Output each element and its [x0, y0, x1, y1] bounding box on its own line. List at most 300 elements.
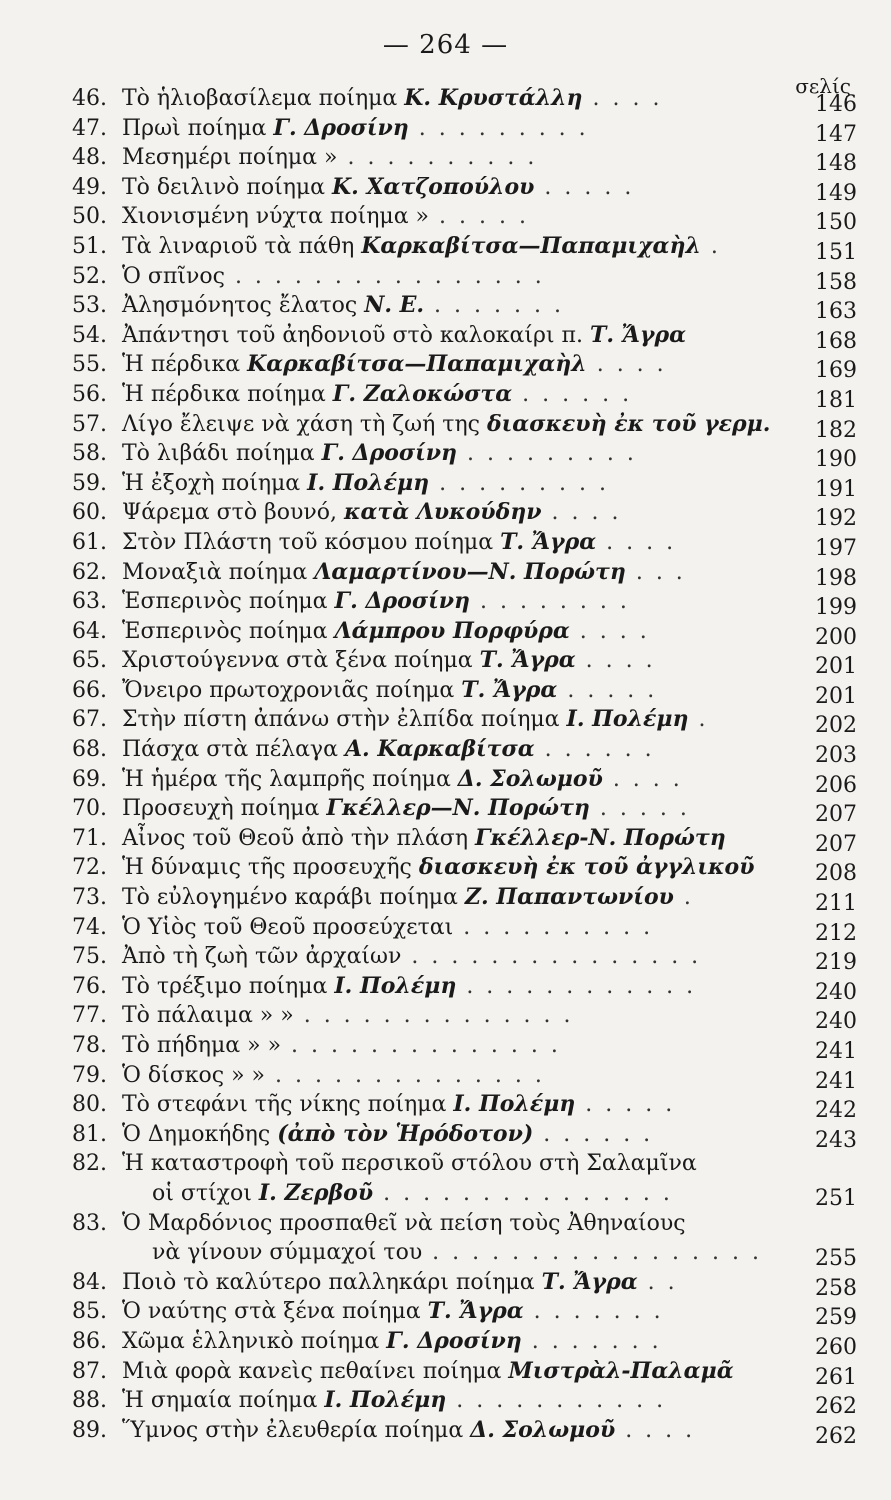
entry-title-text: Ἀλησμόνητος ἔλατος	[122, 293, 365, 319]
entry-author: Δ. Σολωμοῦ	[470, 1416, 616, 1443]
entry-number: 62.	[72, 559, 107, 585]
entry-title-text: νὰ γίνουν σύμμαχοί του	[152, 1240, 423, 1266]
entry-page: 212	[815, 920, 857, 946]
entry-page: 181	[815, 387, 857, 413]
entry-title-text: Πάσχα στὰ πέλαγα	[122, 737, 345, 763]
entry-page: 260	[815, 1334, 857, 1360]
entry-author: κατὰ Λυκούδην	[344, 499, 542, 526]
toc-entry	[72, 1090, 857, 1124]
entry-title	[122, 1209, 686, 1239]
entry-number: 77.	[72, 1003, 107, 1029]
entry-title-text: Λίγο ἔλειψε νὰ χάση τὴ ζωή της	[122, 411, 487, 437]
entry-number: 59.	[72, 470, 107, 496]
entry-author: Μιστρὰλ-Παλαμᾶ	[508, 1357, 734, 1384]
entry-title	[122, 1061, 545, 1091]
entry-page: 241	[815, 1068, 857, 1094]
entry-title-text: Τὸ λιβάδι ποίημα	[122, 441, 322, 467]
toc-entry	[72, 735, 857, 769]
entry-number: 60.	[72, 500, 107, 526]
entry-title	[122, 1386, 666, 1416]
toc-entry	[72, 232, 857, 265]
entry-title	[122, 765, 683, 795]
entry-title	[122, 469, 609, 499]
entry-author: Γ. Δροσίνη	[386, 1327, 522, 1354]
toc-entry	[72, 321, 857, 354]
entry-title	[122, 410, 770, 440]
toc-entry	[72, 676, 857, 709]
toc-entry	[72, 913, 857, 946]
toc-entry	[72, 173, 857, 206]
entry-title	[122, 972, 696, 1002]
entry-page: 207	[815, 831, 857, 857]
entry-title	[122, 321, 686, 351]
entry-number: 87.	[72, 1358, 107, 1384]
entry-author: Κ. Κρυστάλλη	[404, 85, 583, 111]
leader-dots: . . . .	[575, 648, 656, 674]
leader-dots: . . . . . . .	[424, 293, 564, 319]
entry-author: Ζ. Παπαντωνίου	[464, 884, 674, 911]
leader-dots: . . . . . . .	[523, 1299, 664, 1325]
entry-title-text: Ἡ καταστροφὴ τοῦ περσικοῦ στόλου στὴ Σαλαμῖνα	[122, 1151, 697, 1177]
entry-author: Ι. Πολέμη	[453, 1091, 576, 1118]
entry-number: 49.	[72, 174, 107, 200]
entry-title	[122, 705, 709, 735]
entry-number: 66.	[72, 677, 107, 703]
entry-page: 158	[815, 269, 857, 295]
entry-page: 206	[815, 772, 857, 798]
entry-page: 262	[815, 1394, 857, 1420]
entry-page: 150	[815, 210, 857, 236]
entry-page: 219	[815, 950, 857, 976]
entry-title-text: Προσευχὴ ποίημα	[122, 796, 327, 822]
leader-dots: .	[688, 707, 709, 733]
entry-title-text: Ποιὸ τὸ καλύτερο παλληκάρι ποίημα	[122, 1269, 542, 1295]
entry-title	[122, 617, 650, 647]
entry-title	[122, 1357, 734, 1387]
entry-title-text: Τὸ πάλαιμα » »	[122, 1003, 294, 1029]
entry-page: 198	[815, 565, 857, 591]
toc-entry	[72, 587, 857, 621]
entry-title	[122, 587, 630, 617]
entry-author: Τ. Ἄγρα	[461, 676, 558, 703]
entry-title-text: Τὸ ἡλιοβασίλεμα ποίημα	[122, 86, 405, 111]
entry-title-text: οἱ στίχοι	[152, 1180, 259, 1206]
entry-title-text: Ἑσπερινὸς ποίημα	[122, 618, 335, 644]
toc-entry	[72, 202, 857, 236]
entry-number: 76.	[72, 973, 107, 999]
leader-dots: . . . . . . . . . . . .	[456, 973, 697, 999]
toc-entry	[72, 84, 857, 117]
toc-entry	[72, 380, 857, 413]
leader-dots: . .	[637, 1269, 678, 1295]
entry-page: 240	[815, 1009, 857, 1035]
entry-title-text: Αἶνος τοῦ Θεοῦ ἀπὸ τὴν πλάση	[122, 825, 475, 851]
entry-title-text: Ὁ σπῖνος	[122, 263, 225, 289]
toc-entry	[72, 1386, 857, 1420]
entry-number: 81.	[72, 1121, 107, 1147]
entry-page: 146	[815, 92, 857, 117]
entry-number: 75.	[72, 944, 107, 970]
entry-author: Ι. Ζερβοῦ	[258, 1179, 374, 1206]
entry-number: 56.	[72, 381, 107, 407]
entry-author: Ι. Πολέμη	[566, 706, 689, 733]
toc-entry	[72, 765, 857, 798]
leader-dots: . . .	[625, 559, 686, 585]
toc-entry	[72, 528, 857, 561]
entry-title	[122, 173, 634, 203]
entry-title	[122, 913, 653, 943]
entry-page: 182	[815, 417, 857, 443]
toc-entry	[72, 1061, 857, 1094]
entry-number: 50.	[72, 204, 107, 230]
leader-dots: . . . . . . . . . . . . . . .	[401, 944, 702, 970]
leader-dots: .	[673, 885, 694, 911]
entry-title-text: Τὸ τρέξιμο ποίημα	[122, 973, 335, 999]
leader-dots: . . . . . . . . . .	[453, 914, 654, 940]
entry-title-text: Μεσημέρι ποίημα »	[122, 145, 338, 171]
toc-entry	[72, 972, 857, 1005]
entry-number: 63.	[72, 589, 107, 615]
entry-page: 259	[815, 1305, 857, 1331]
toc-entry	[72, 291, 857, 325]
entry-title	[122, 942, 701, 972]
leader-dots: . . . . .	[534, 174, 635, 200]
entry-title-text: Ἑσπερινὸς ποίημα	[122, 589, 335, 615]
leader-dots: . . . . . . . . . . .	[446, 1388, 667, 1414]
leader-dots: . . . .	[569, 618, 650, 644]
entry-number: 47.	[72, 115, 107, 141]
entry-page: 240	[815, 979, 857, 1005]
entry-title-text: Στὴν πίστη ἀπάνω στὴν ἐλπίδα ποίημα	[122, 707, 567, 733]
entry-author: Ν. Ε.	[364, 292, 425, 319]
toc-entry	[72, 469, 857, 502]
entry-title-text: Ἡ πέρδικα	[122, 352, 248, 378]
toc-entry	[72, 1268, 857, 1301]
entry-title-text: Ἀπάντησι τοῦ ἀηδονιοῦ στὸ καλοκαίρι π.	[122, 322, 590, 348]
toc-entry	[72, 824, 857, 857]
entry-title-text: Ὁ Μαρδόνιος προσπαθεῖ νὰ πείση τοὺς Ἀθηναίους	[122, 1210, 686, 1236]
entry-title-text: Τὰ λιναριοῦ τὰ πάθη	[122, 233, 362, 259]
toc-entry	[72, 1209, 857, 1271]
entry-number: 65.	[72, 648, 107, 674]
entry-title-text: Πρωὶ ποίημα	[122, 115, 274, 141]
entry-title	[122, 202, 529, 232]
toc-entry	[72, 1357, 857, 1390]
entry-page: 201	[815, 683, 857, 709]
leader-dots: . . . .	[602, 766, 683, 792]
entry-page: 261	[815, 1364, 857, 1390]
leader-dots: . . . . . . . . . . . . . . .	[373, 1180, 673, 1206]
entry-title-text: Ἡ δύναμις τῆς προσευχῆς	[122, 855, 419, 881]
entry-title	[122, 794, 690, 824]
entry-title-text: Τὸ στεφάνι τῆς νίκης ποίημα	[122, 1092, 454, 1118]
entry-author: Τ. Ἄγρα	[541, 1268, 638, 1295]
toc-entry	[72, 262, 857, 295]
entry-author: Ι. Πολέμη	[334, 972, 457, 999]
entry-title-text: Ἡ σημαία ποίημα	[122, 1388, 325, 1414]
entry-author: Καρκαβίτσα—Παπαμιχαὴλ	[247, 351, 587, 378]
entry-number: 84.	[72, 1269, 107, 1295]
entry-page: 147	[815, 121, 857, 147]
entry-title	[122, 1327, 662, 1357]
entry-title	[122, 528, 676, 558]
leader-dots: . . . . .	[589, 796, 690, 822]
entry-number: 86.	[72, 1328, 107, 1354]
entry-title-text: Τὸ πήδημα » »	[122, 1033, 282, 1058]
entry-author: Τ. Ἄγρα	[500, 528, 597, 555]
entry-page: 262	[815, 1423, 857, 1449]
toc-entry	[72, 1031, 857, 1064]
toc-entry	[72, 942, 857, 976]
entry-page: 251	[815, 1186, 857, 1212]
entry-author: Τ. Ἄγρα	[589, 321, 687, 348]
entry-page: 207	[815, 802, 857, 828]
entry-number: 48.	[72, 145, 107, 171]
toc-entry	[72, 1120, 857, 1153]
entry-title	[122, 853, 754, 883]
toc-entry	[72, 410, 857, 443]
entry-title	[122, 1297, 664, 1327]
entry-title	[122, 350, 667, 380]
entry-title	[122, 1090, 675, 1120]
entry-author: Γκέλλερ-Ν. Πορώτη	[475, 824, 726, 851]
toc-entry	[72, 1297, 857, 1331]
page-number: — 264 —	[382, 30, 509, 60]
entry-title-text: Ὕμνος στὴν ἐλευθερία ποίημα	[122, 1417, 471, 1443]
leader-dots: . . . . .	[429, 204, 529, 230]
entry-page: 208	[815, 861, 857, 887]
leader-dots: . . . . .	[557, 677, 658, 703]
leader-dots: . . . . . . . . . . . . . .	[265, 1062, 545, 1088]
entry-page: 149	[815, 180, 857, 206]
entry-title	[122, 498, 621, 528]
entry-author: Ι. Πολέμη	[307, 469, 430, 496]
entry-title-text: Ὁ δίσκος » »	[122, 1062, 266, 1088]
toc-entry	[72, 1001, 857, 1035]
entry-page: 242	[815, 1098, 857, 1124]
leader-dots: . . . . . . . . .	[408, 115, 589, 141]
entry-title	[122, 380, 632, 410]
entry-number: 71.	[72, 825, 107, 851]
entry-page: 169	[815, 358, 857, 384]
entry-number: 85.	[72, 1299, 107, 1325]
entry-page: 241	[815, 1039, 857, 1064]
entry-author: Καρκαβίτσα—Παπαμιχαὴλ	[361, 232, 701, 259]
entry-page: 151	[815, 239, 857, 265]
entry-title	[122, 439, 637, 469]
leader-dots: . . . . . .	[534, 737, 655, 763]
leader-dots: . . . . . . . . . . . . . .	[293, 1003, 574, 1029]
toc-entry	[72, 114, 857, 147]
entry-number: 82.	[72, 1151, 107, 1177]
entry-title-text: Ὁ Υἱὸς τοῦ Θεοῦ προσεύχεται	[122, 914, 454, 940]
entry-page: 191	[815, 476, 857, 502]
entry-number: 72.	[72, 855, 107, 881]
entry-author: Α. Καρκαβίτσα	[344, 736, 535, 763]
toc-entry	[72, 617, 857, 650]
entry-title	[122, 232, 721, 262]
entry-number: 78.	[72, 1033, 107, 1058]
entry-title	[122, 114, 589, 144]
leader-dots: .	[700, 233, 721, 259]
entry-title	[152, 1179, 673, 1209]
leader-dots: . . . .	[615, 1417, 696, 1443]
entry-author: Γ. Δροσίνη	[321, 440, 458, 467]
leader-dots: . . . .	[586, 352, 667, 378]
entry-title	[122, 676, 657, 706]
entry-title-text: Χιονισμένη νύχτα ποίημα »	[122, 204, 430, 230]
entry-number: 79.	[72, 1062, 107, 1088]
entry-page: 255	[815, 1245, 857, 1271]
entry-author: Λαμαρτίνου—Ν. Πορώτη	[314, 558, 626, 585]
toc-entry	[72, 705, 857, 739]
entry-number: 64.	[72, 618, 107, 644]
entry-author: Κ. Χατζοπούλου	[332, 173, 535, 200]
entry-page: 202	[815, 713, 857, 739]
entry-number: 69.	[72, 766, 107, 792]
entry-page: 199	[815, 595, 857, 621]
entry-title	[122, 143, 537, 173]
entry-page: 243	[815, 1127, 857, 1153]
entry-title-text: Τὸ δειλινὸ ποίημα	[122, 174, 333, 200]
entry-page: 163	[815, 299, 857, 325]
entry-page: 211	[815, 891, 857, 917]
entry-number: 68.	[72, 737, 107, 763]
entry-page: 200	[815, 624, 857, 650]
toc-entry	[72, 558, 857, 591]
entry-page: 168	[815, 328, 857, 354]
entry-number: 67.	[72, 707, 107, 733]
entry-author: Ι. Πολέμη	[324, 1387, 447, 1414]
entry-title	[122, 1268, 678, 1298]
leader-dots: . . . . . . . . . . . . . .	[281, 1033, 561, 1058]
entry-title-text: Μοναξιὰ ποίημα	[122, 559, 315, 585]
entry-title-text: Ἡ πέρδικα ποίημα	[122, 381, 333, 407]
toc-entry	[72, 439, 857, 473]
leader-dots: . . . . . . . . . .	[337, 145, 538, 171]
leader-dots: . . . . . . . . . . . . . . . . .	[422, 1240, 762, 1266]
entry-title	[122, 262, 545, 292]
entry-page: 197	[815, 535, 857, 561]
entry-number: 74.	[72, 914, 107, 940]
entry-author: διασκευὴ ἐκ τοῦ ἀγγλικοῦ	[418, 854, 755, 881]
entry-title	[122, 883, 694, 913]
entry-title-text: Τὸ εὐλογημένο καράβι ποίημα	[122, 885, 465, 911]
entry-number: 80.	[72, 1092, 107, 1118]
entry-author: Τ. Ἄγρα	[427, 1298, 524, 1325]
entry-number: 51.	[72, 233, 107, 259]
toc-entry	[72, 1416, 857, 1449]
entry-number: 57.	[72, 411, 107, 437]
entry-number: 88.	[72, 1388, 107, 1414]
entry-title-text: Ὁ ναύτης στὰ ξένα ποίημα	[122, 1299, 428, 1325]
entry-page: 203	[815, 743, 857, 769]
entry-title	[152, 1238, 762, 1268]
entry-author: διασκευὴ ἐκ τοῦ γερμ.	[486, 410, 771, 437]
entry-number: 73.	[72, 885, 107, 911]
entry-page: 201	[815, 654, 857, 680]
entry-title-text: Ὁ Δημοκήδης	[122, 1121, 278, 1147]
toc-entry	[72, 350, 857, 384]
entry-title-text: Μιὰ φορὰ κανεὶς πεθαίνει ποίημα	[122, 1358, 509, 1384]
entry-number: 89.	[72, 1417, 107, 1443]
leader-dots: . . . .	[596, 529, 677, 555]
entry-author: Γ. Ζαλοκώστα	[332, 380, 513, 407]
entry-title-text: Ἡ ἡμέρα τῆς λαμπρῆς ποίημα	[122, 766, 458, 792]
entry-title	[122, 1149, 697, 1179]
entry-author: (ἀπὸ τὸν Ἡρόδοτον)	[277, 1120, 534, 1147]
entry-author: Δ. Σολωμοῦ	[457, 765, 603, 792]
entry-author: Γ. Δροσίνη	[334, 588, 470, 615]
entry-title	[122, 558, 686, 588]
toc-entry	[72, 143, 857, 177]
entry-number: 46.	[72, 86, 107, 111]
entry-number: 54.	[72, 322, 107, 348]
leader-dots: . . . . . . . .	[469, 589, 630, 615]
leader-dots: . . . . .	[575, 1092, 676, 1118]
entry-title-text: Στὸν Πλάστη τοῦ κόσμου ποίημα	[122, 529, 501, 555]
entry-page: 148	[815, 151, 857, 177]
entry-title	[122, 1120, 653, 1150]
entry-title	[122, 1416, 695, 1446]
entry-title-text: Ὄνειρο πρωτοχρονιᾶς ποίημα	[122, 677, 462, 703]
entry-title	[122, 646, 656, 676]
toc-entry	[72, 1327, 857, 1360]
entry-number: 53.	[72, 293, 107, 319]
entry-page: 190	[815, 447, 857, 473]
entry-number: 55.	[72, 352, 107, 378]
entry-title-text: Ψάρεμα στὸ βουνό,	[122, 500, 344, 526]
leader-dots: . . . .	[582, 86, 663, 111]
entry-number: 52.	[72, 263, 107, 289]
toc-entry	[72, 498, 857, 532]
entry-number: 58.	[72, 441, 107, 467]
toc-entry	[72, 853, 857, 887]
entry-author: Γκέλλερ—Ν. Πορώτη	[326, 795, 590, 822]
toc-entry	[72, 1149, 857, 1212]
entry-author: Γ. Δροσίνη	[273, 114, 409, 141]
leader-dots: . . . . . . .	[521, 1328, 662, 1354]
leader-dots: . . . .	[541, 500, 622, 526]
leader-dots: . . . . . . . . .	[457, 441, 637, 467]
leader-dots: . . . . . . . . . . . . . . . .	[224, 263, 545, 289]
entry-title-text: Χριστούγεννα στὰ ξένα ποίημα	[122, 648, 480, 674]
leader-dots: . . . . . . . . .	[429, 470, 610, 496]
entry-number: 70.	[72, 796, 107, 822]
entry-number: 83.	[72, 1210, 107, 1236]
entry-number: 61.	[72, 529, 107, 555]
entry-title	[122, 1001, 574, 1031]
entry-title-text: Ἡ ἐξοχὴ ποίημα	[122, 470, 308, 496]
entry-title	[122, 735, 655, 765]
leader-dots: . . . . . .	[533, 1121, 654, 1147]
toc-entry	[72, 646, 857, 680]
table-of-contents	[72, 84, 857, 1449]
entry-title-text: Χῶμα ἑλληνικὸ ποίημα	[122, 1328, 387, 1354]
toc-entry	[72, 883, 857, 917]
page-column-header: σελίς	[795, 74, 851, 98]
entry-title	[122, 824, 726, 854]
entry-title	[122, 291, 564, 321]
toc-entry	[72, 794, 857, 828]
leader-dots: . . . . . .	[512, 381, 633, 407]
entry-page: 192	[815, 506, 857, 532]
entry-title	[122, 84, 663, 114]
entry-author: Τ. Ἄγρα	[479, 647, 576, 674]
entry-title-text: Ἀπὸ τὴ ζωὴ τῶν ἀρχαίων	[122, 944, 402, 970]
entry-author: Λάμπρου Πορφύρα	[334, 617, 570, 644]
entry-title	[122, 1031, 561, 1061]
